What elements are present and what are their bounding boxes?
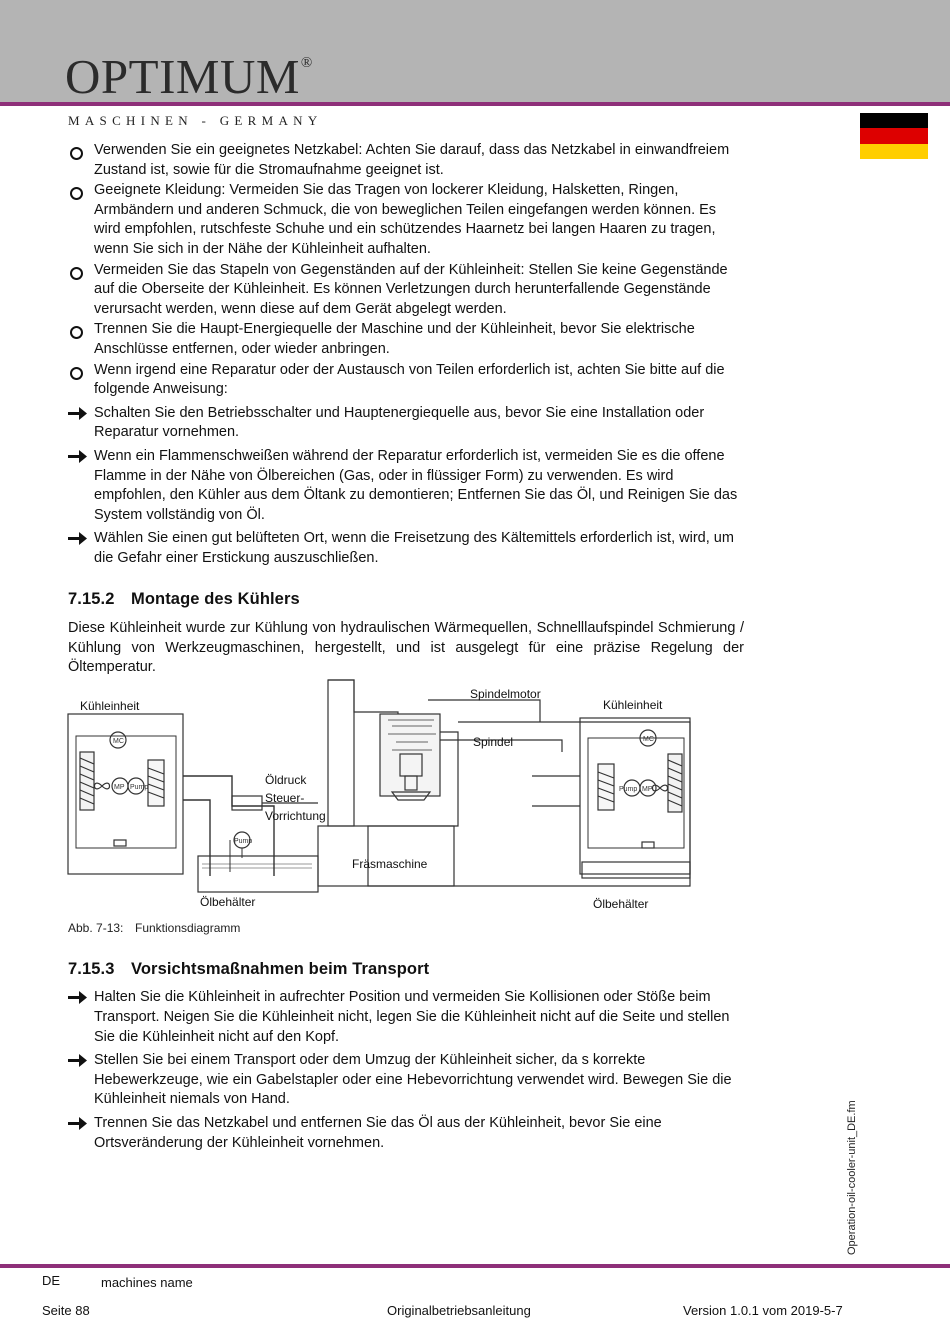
label-tank-right: Ölbehälter	[593, 897, 649, 911]
list-item	[68, 320, 744, 359]
label-spindle: Spindel	[473, 735, 514, 749]
section-heading-transport: 7.15.3 Vorsichtsmaßnahmen beim Transport	[68, 959, 430, 978]
label-pump-right: Pump	[619, 786, 638, 793]
footer-language: DE	[42, 1273, 61, 1288]
flag-stripe-black	[860, 113, 928, 128]
list-item	[68, 181, 744, 259]
left-oil-tank	[198, 856, 318, 892]
section-heading-montage: 7.15.2 Montage des Kühlers	[68, 590, 300, 609]
german-flag-icon	[860, 113, 928, 159]
function-diagram	[62, 676, 762, 916]
list-item	[68, 529, 744, 568]
arrow-right-icon	[68, 404, 88, 423]
footer-page-number: Seite 88	[42, 1303, 90, 1318]
safety-list	[68, 141, 744, 568]
list-item	[68, 361, 744, 400]
flag-stripe-gold	[860, 144, 928, 159]
circle-bullet-icon	[68, 261, 88, 280]
list-item-text: Wählen Sie einen gut belüfteten Ort, wenn die Freisetzung des Kältemittels erforderlich ist, wird, um die Gefahr einer Erstickung auszuschließen.	[94, 530, 734, 566]
list-item-text: Schalten Sie den Betriebsschalter und Hauptenergiequelle aus, bevor Sie eine Installation oder Reparatur vornehmen.	[94, 404, 705, 441]
arrow-right-icon	[68, 1114, 88, 1133]
right-oil-tank	[582, 862, 690, 878]
transport-list	[68, 988, 744, 1153]
circle-bullet-icon	[68, 361, 88, 380]
label-spindle-motor: Spindelmotor	[470, 687, 541, 701]
label-pressure-2: Steuer-	[265, 791, 305, 805]
list-item-text: Trennen Sie das Netzkabel und entfernen Sie das Öl aus der Kühleinheit, bevor Sie eine Ortsveränderung der Kühleinheit vornehmen.	[94, 1115, 662, 1151]
montage-paragraph: Diese Kühleinheit wurde zur Kühlung von hydraulischen Wärmequellen, Schnelllaufspindel Schmierung / Kühlung von Werkzeugmaschinen, hergestellt, und ist ausgelegt für eine präzise Regelung der Öltemperatur.	[68, 620, 744, 676]
list-item	[68, 141, 744, 180]
side-filename: Operation-oil-cooler-unit_DE.fm	[846, 1100, 858, 1255]
label-pressure-3: Vorrichtung	[265, 809, 326, 823]
pressure-control-box	[232, 796, 262, 810]
footer-rule	[0, 1264, 950, 1268]
page-content	[68, 141, 744, 1157]
list-item-text: Verwenden Sie ein geeignetes Netzkabel: Achten Sie darauf, dass das Netzkabel in einwandfreiem Zustand ist, sowie für die Stromaufnahme geeignet ist.	[94, 142, 730, 178]
label-pump-tank: Pump	[234, 838, 253, 845]
label-cooler-left: Kühleinheit	[80, 699, 140, 713]
list-item-text: Halten Sie die Kühleinheit in aufrechter Position und vermeiden Sie Kollisionen oder Stöße beim Transport. Neigen Sie die Kühleinheit nicht, legen Sie die Kühleinheit nicht auf die Seite und stellen Sie die Kühleinheit nicht auf den Kopf.	[94, 989, 730, 1045]
figure-caption: Abb. 7-13: Funktionsdiagramm	[68, 921, 241, 935]
label-mill: Fräsmaschine	[352, 857, 428, 871]
label-tank-left: Ölbehälter	[200, 895, 256, 909]
list-item	[68, 404, 744, 443]
circle-bullet-icon	[68, 181, 88, 200]
brand-logo: OPTIMUM®	[65, 49, 313, 104]
label-mc-left: MC	[113, 738, 124, 745]
footer-document-title: Originalbetriebsanleitung	[387, 1303, 531, 1318]
label-mp-left: MP	[114, 784, 125, 791]
arrow-right-icon	[68, 988, 88, 1007]
flag-stripe-red	[860, 128, 928, 143]
arrow-right-icon	[68, 1051, 88, 1070]
list-item-text: Vermeiden Sie das Stapeln von Gegenständen auf der Kühleinheit: Stellen Sie keine Gegenstände auf die Oberseite der Kühleinheit. Es können Verletzungen durch herunterfallende Gegenstände verursacht werden, wenn diese auf dem Gerät abgelegt werden.	[94, 261, 728, 317]
label-mp-right: MP	[642, 786, 653, 793]
list-item	[68, 1051, 744, 1110]
list-item	[68, 447, 744, 525]
list-item-text: Wenn ein Flammenschweißen während der Reparatur erforderlich ist, vermeiden Sie es die offene Flamme in der Nähe von Ölbereichen (Gas, oder in flüssiger Form) zu verwenden. Es wird empfohlen, den Kühler aus dem Öltank zu demontieren; Entfernen Sie das Öl, und Reinigen Sie das System vollständig von Öl.	[94, 447, 738, 523]
registered-mark: ®	[300, 55, 313, 71]
list-item-text: Stellen Sie bei einem Transport oder dem Umzug der Kühleinheit sicher, da s korrekte Hebewerkzeuge, wie ein Gabelstapler oder eine Hebevorrichtung verwendet wird. Bewegen Sie die Kühleinheit niemals von Hand.	[94, 1052, 732, 1108]
left-fan-icon	[95, 783, 110, 789]
circle-bullet-icon	[68, 320, 88, 339]
list-item	[68, 261, 744, 320]
label-cooler-right: Kühleinheit	[603, 698, 663, 712]
list-item	[68, 1114, 744, 1153]
label-pressure-1: Öldruck	[265, 773, 307, 787]
label-mc-right: MC	[643, 736, 654, 743]
footer-version: Version 1.0.1 vom 2019-5-7	[683, 1303, 843, 1318]
left-evaporator-icon	[148, 760, 164, 806]
arrow-right-icon	[68, 447, 88, 466]
list-item-text: Geeignete Kleidung: Vermeiden Sie das Tragen von lockerer Kleidung, Halsketten, Ringen, Armbändern und anderen Schmuck, die von beweglichen Teilen eingefangen werden können. Es wird empfohlen, rutschfeste Schuhe und ein schützendes Haarnetz bei langen Haaren zu tragen, wenn Sie sich in der Nähe der Kühleinheit aufhalten.	[94, 182, 717, 257]
right-fan-icon	[653, 785, 668, 791]
list-item	[68, 988, 744, 1047]
brand-tagline: MASCHINEN - GERMANY	[68, 113, 323, 128]
circle-bullet-icon	[68, 141, 88, 160]
right-evaporator-icon	[598, 764, 614, 810]
arrow-right-icon	[68, 529, 88, 548]
list-item-text: Trennen Sie die Haupt-Energiequelle der Maschine und der Kühleinheit, bevor Sie elektrische Anschlüsse entfernen, oder wieder anbringen.	[94, 321, 695, 357]
label-pump-left: Pump	[130, 784, 149, 791]
footer-machine-name: machines name	[101, 1275, 193, 1290]
list-item-text: Wenn irgend eine Reparatur oder der Austausch von Teilen erforderlich ist, achten Sie bitte auf die folgende Anweisung:	[94, 361, 725, 398]
